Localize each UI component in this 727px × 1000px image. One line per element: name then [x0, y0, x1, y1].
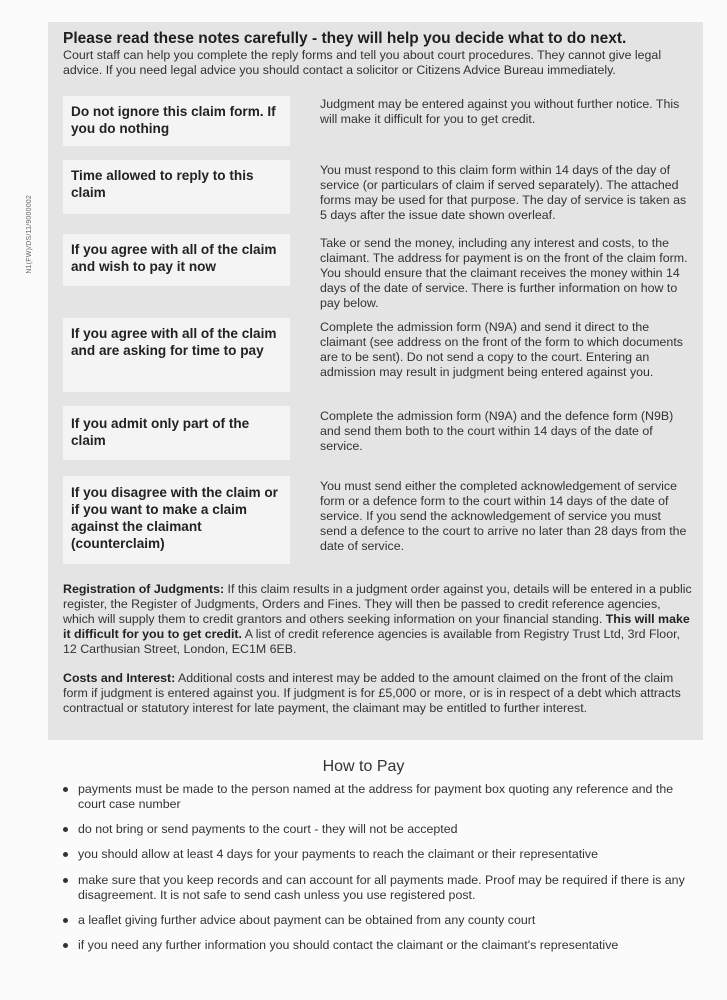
row-label: Time allowed to reply to this claim — [71, 168, 254, 200]
registration-title: Registration of Judgments: — [63, 582, 225, 596]
page-heading: Please read these notes carefully - they will help you decide what to do next. — [63, 30, 627, 47]
row-label: If you agree with all of the claim and wish to pay it now — [71, 242, 277, 274]
list-item — [60, 847, 700, 862]
row-label: Do not ignore this claim form. If you do nothing — [71, 104, 276, 136]
intro-text: Court staff can help you complete the reply forms and tell you about court procedures. They cannot give legal advice. If you need legal advice you should contact a solicitor or Citizens Advice Bureau immediately. — [63, 48, 662, 77]
registration-emphasis: This will make it difficult for you to get credit. — [63, 612, 690, 641]
side-form-code: N1(FW)/DS/11/9000002 — [26, 195, 33, 274]
list-item-text: a leaflet giving further advice about payment can be obtained from any county court — [78, 913, 536, 927]
list-item — [60, 938, 700, 953]
bullet-icon — [63, 787, 68, 792]
bullet-icon — [63, 878, 68, 883]
row-label: If you agree with all of the claim and are asking for time to pay — [71, 326, 277, 358]
costs-text: Additional costs and interest may be added to the amount claimed on the front of the claim form if judgment is entered against you. If judgment is for £5,000 or more, or is in respect of a debt which attracts contractual or statutory interest for late payment, the claimant may be entitled to further interest. — [63, 671, 681, 715]
row-label-box — [63, 160, 290, 214]
row-text: You must respond to this claim form within 14 days of the day of service (or particulars of claim if served separately). The attached forms may be used for that purpose. The day of service is taken as 5 days after the issue date shown overleaf. — [320, 163, 687, 222]
costs-title: Costs and Interest: — [63, 671, 176, 685]
list-item — [60, 782, 700, 812]
row-text: Judgment may be entered against you without further notice. This will make it difficult for you to get credit. — [320, 97, 680, 126]
registration-text: If this claim results in a judgment order against you, details will be entered in a public register, the Register of Judgments, Orders and Fines. They will then be passed to credit reference agencies, which will supply them to credit grantors and others seeking information on your financial standing. — [63, 582, 692, 626]
bullet-icon — [63, 827, 68, 832]
row-label-box — [63, 96, 290, 146]
list-item-text: payments must be made to the person named at the address for payment box quoting any reference and the court case number — [78, 782, 674, 811]
bullet-icon — [63, 852, 68, 857]
list-item — [60, 913, 700, 928]
list-item — [60, 822, 700, 837]
row-label-box — [63, 476, 290, 564]
bullet-icon — [63, 943, 68, 948]
row-text: Complete the admission form (N9A) and the defence form (N9B) and send them both to the court within 14 days of the date of service. — [320, 409, 674, 453]
costs-paragraph — [63, 671, 693, 716]
bullet-icon — [63, 918, 68, 923]
row-text: You must send either the completed acknowledgement of service form or a defence form to the court within 14 days of the date of service. If you send the acknowledgement of service you must send a defence to the court to arrive no later than 28 days from the date of service. — [320, 479, 687, 553]
registration-text-2: A list of credit reference agencies is available from Registry Trust Ltd, 3rd Floor, 12 Carthusian Street, London, EC1M 6EB. — [63, 627, 680, 656]
row-text: Complete the admission form (N9A) and send it direct to the claimant (see address on the front of the form to which documents are to be sent). Do not send a copy to the court. Entering an admission may result in judgment being entered against you. — [320, 320, 683, 379]
row-label-box — [63, 234, 290, 286]
list-item-text: make sure that you keep records and can account for all payments made. Proof may be required if there is any disagreement. It is not safe to send cash unless you use registered post. — [78, 873, 685, 902]
row-label-box — [63, 318, 290, 392]
list-item-text: if you need any further information you should contact the claimant or the claimant's representative — [78, 938, 619, 952]
list-item — [60, 873, 700, 903]
row-text: Take or send the money, including any interest and costs, to the claimant. The address for payment is on the front of the claim form. You should ensure that the claimant receives the money within 14 days of the date of service. There is further information on how to pay below. — [320, 236, 688, 310]
list-item-text: do not bring or send payments to the court - they will not be accepted — [78, 822, 458, 836]
row-label-box — [63, 406, 290, 460]
registration-paragraph — [63, 582, 693, 657]
how-to-pay-title: How to Pay — [322, 758, 405, 775]
list-item-text: you should allow at least 4 days for your payments to reach the claimant or their representative — [78, 847, 598, 861]
row-label: If you admit only part of the claim — [71, 416, 250, 448]
row-label: If you disagree with the claim or if you want to make a claim against the claimant (counterclaim) — [71, 485, 278, 551]
